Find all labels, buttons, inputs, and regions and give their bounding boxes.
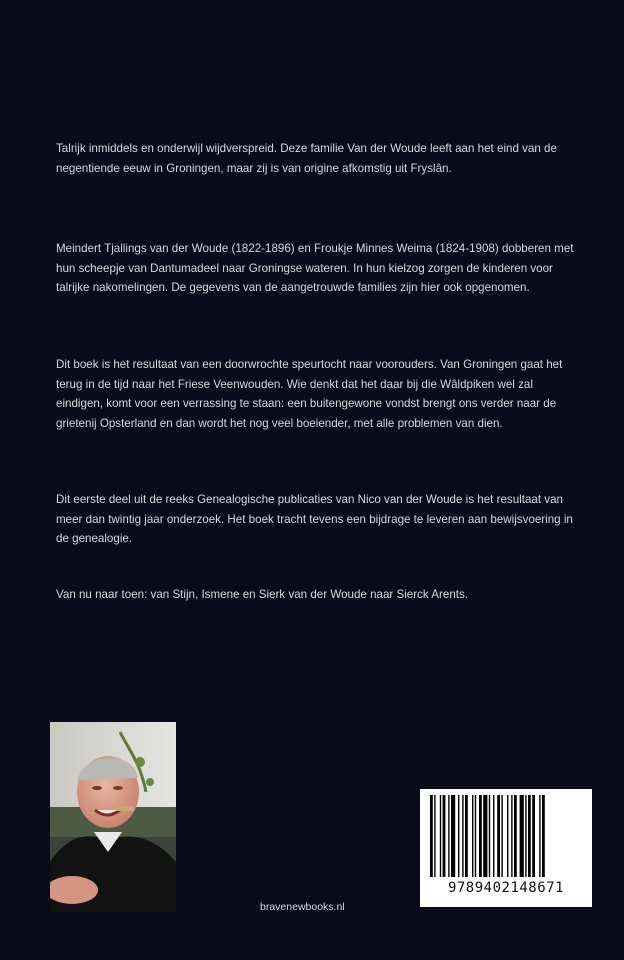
blurb-paragraph-4: Dit eerste deel uit de reeks Genealogische publicaties van Nico van der Woude is het resultaat van meer dan twintig jaar onderzoek. Het boek tracht tevens een bijdrage te leveren aan bewijsvoering in de genealogie. [56,493,573,545]
blurb-paragraph-2: Meindert Tjallings van der Woude (1822-1896) en Froukje Minnes Weima (1824-1908) dobberen met hun scheepje van Dantumadeel naar Groningse wateren. In hun kielzog zorgen de kinderen voor talrijke nakomelingen. De gegevens van de aangetrouwde families zijn hier ook opgenomen. [56,242,574,294]
blurb-paragraph-3: Dit boek is het resultaat van een doorwrochte speurtocht naar voorouders. Van Groningen gaat het terug in de tijd naar het Friese Veenwouden. Wie denkt dat het daar bij die Wâldpiken wel zal eindigen, komt voor een verrassing te staan: een buitengewone vondst brengt ons verder naar de grietenij Opsterland en dan wordt het nog veel boeiender, met alle problemen van dien. [56,358,563,430]
publisher-url: bravenewbooks.nl [260,901,345,913]
blurb-paragraph-5: Van nu naar toen: van Stijn, Ismene en Sierk van der Woude naar Sierck Arents. [56,588,469,601]
barcode-bars [430,795,582,877]
author-photo [50,722,176,912]
isbn-barcode [420,789,592,907]
isbn-number: 9789402148671 [447,880,565,896]
blurb-paragraph-1: Talrijk inmiddels en onderwijl wijdverspreid. Deze familie Van der Woude leeft aan het eind van de negentiende eeuw in Groningen, maar zij is van origine afkomstig uit Fryslân. [56,142,557,175]
